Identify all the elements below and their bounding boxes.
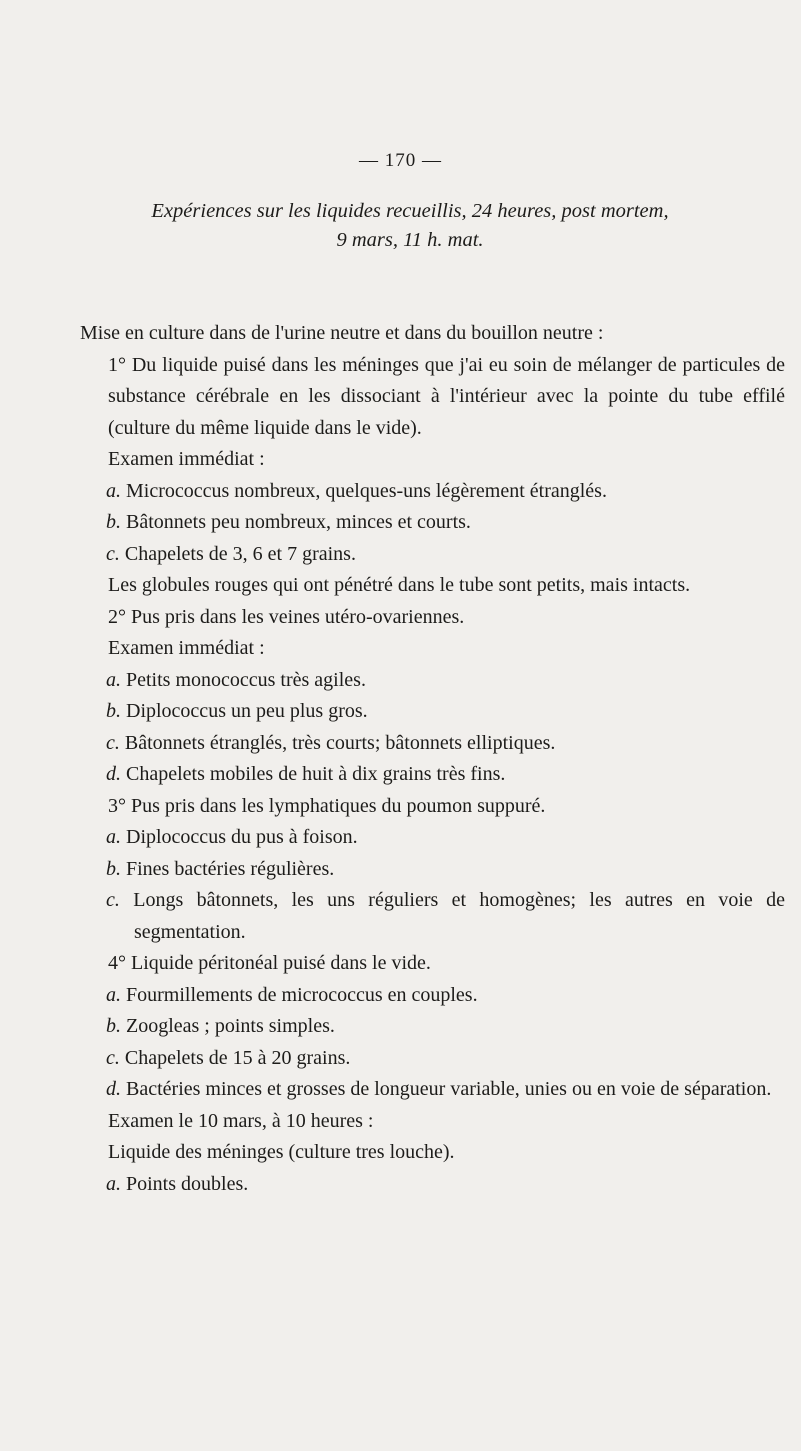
paragraph (80, 948, 785, 980)
paragraph (80, 633, 785, 665)
paragraph-text: Examen immédiat : (108, 637, 265, 659)
list-item (80, 665, 785, 697)
item-letter: c. (106, 1046, 120, 1069)
body-text (80, 318, 785, 1200)
item-letter: b. (106, 857, 121, 880)
paragraph-text: Fines bactéries régulières. (121, 857, 335, 880)
item-letter: a. (106, 668, 121, 691)
item-letter: a. (106, 983, 121, 1006)
item-letter: d. (106, 763, 121, 785)
paragraph-text: Zoogleas ; points simples. (121, 1015, 335, 1037)
paragraph (80, 318, 785, 350)
item-letter: a. (106, 826, 121, 848)
list-item (80, 1169, 785, 1201)
paragraph-text: Examen le 10 mars, à 10 heures : (108, 1109, 374, 1132)
list-item (80, 476, 785, 508)
heading-line-1: Expériences sur les liquides recueillis, 24 heures, post mortem, (151, 200, 669, 222)
paragraph (80, 791, 785, 823)
paragraph-text: Bâtonnets étranglés, très courts; bâtonnets elliptiques. (119, 731, 556, 754)
paragraph-text: 4° Liquide péritonéal puisé dans le vide. (108, 952, 431, 974)
section-heading (80, 197, 740, 255)
paragraph-text: 1° Du liquide puisé dans les méninges que j'ai eu soin de mélanger de particules de substance cérébrale en les dissociant à l'intérieur avec la pointe du tube effilé (culture du même liquide dans le vide). (108, 353, 785, 439)
paragraph-text: 2° Pus pris dans les veines utéro-ovariennes. (108, 605, 465, 628)
paragraph-text: Liquide des méninges (culture tres louche). (108, 1141, 455, 1163)
item-letter: a. (106, 1172, 121, 1195)
paragraph (80, 1106, 785, 1138)
page-number: — 170 — (359, 150, 442, 171)
heading-line-2: 9 mars, 11 h. mat. (336, 229, 484, 251)
list-item (80, 539, 785, 571)
paragraph (80, 444, 785, 476)
list-item (80, 885, 785, 948)
paragraph-text: Mise en culture dans de l'urine neutre et dans du bouillon neutre : (80, 322, 604, 344)
paragraph-text: Points doubles. (121, 1172, 249, 1195)
list-item (80, 1043, 785, 1075)
paragraph-text: Fourmillements de micrococcus en couples. (121, 983, 478, 1006)
paragraph-text: Chapelets mobiles de huit à dix grains très fins. (121, 763, 506, 785)
list-item (80, 759, 785, 791)
paragraph (80, 602, 785, 634)
paragraph-text: Bactéries minces et grosses de longueur variable, unies ou en voie de séparation. (121, 1078, 772, 1100)
paragraph-text: Diplococcus un peu plus gros. (121, 700, 368, 722)
paragraph-text: Micrococcus nombreux, quelques-uns légèrement étranglés. (121, 479, 607, 502)
list-item (80, 728, 785, 760)
item-letter: a. (106, 479, 121, 502)
list-item (80, 1074, 785, 1106)
paragraph-text: Petits monococcus très agiles. (121, 668, 366, 691)
list-item (80, 1011, 785, 1043)
paragraph-text: Examen immédiat : (108, 448, 265, 470)
item-letter: b. (106, 700, 121, 722)
paragraph (80, 570, 785, 602)
item-letter: b. (106, 1015, 121, 1037)
list-item (80, 854, 785, 886)
item-letter: c. (106, 542, 120, 565)
item-letter: d. (106, 1078, 121, 1100)
paragraph-text: Bâtonnets peu nombreux, minces et courts. (121, 511, 471, 533)
paragraph-text: 3° Pus pris dans les lymphatiques du poumon suppuré. (108, 794, 546, 817)
paragraph (80, 1137, 785, 1169)
list-item (80, 822, 785, 854)
item-letter: b. (106, 511, 121, 533)
paragraph-text: Diplococcus du pus à foison. (121, 826, 358, 848)
paragraph-text: Chapelets de 3, 6 et 7 grains. (119, 542, 356, 565)
paragraph-text: Longs bâtonnets, les uns réguliers et homogènes; les autres en voie de segmentation. (119, 889, 785, 943)
paragraph-text: Chapelets de 15 à 20 grains. (119, 1046, 351, 1069)
list-item (80, 980, 785, 1012)
item-letter: c. (106, 731, 120, 754)
paragraph (80, 350, 785, 445)
item-letter: c. (106, 889, 120, 911)
list-item (80, 696, 785, 728)
paragraph-text: Les globules rouges qui ont pénétré dans le tube sont petits, mais intacts. (108, 574, 691, 596)
list-item (80, 507, 785, 539)
